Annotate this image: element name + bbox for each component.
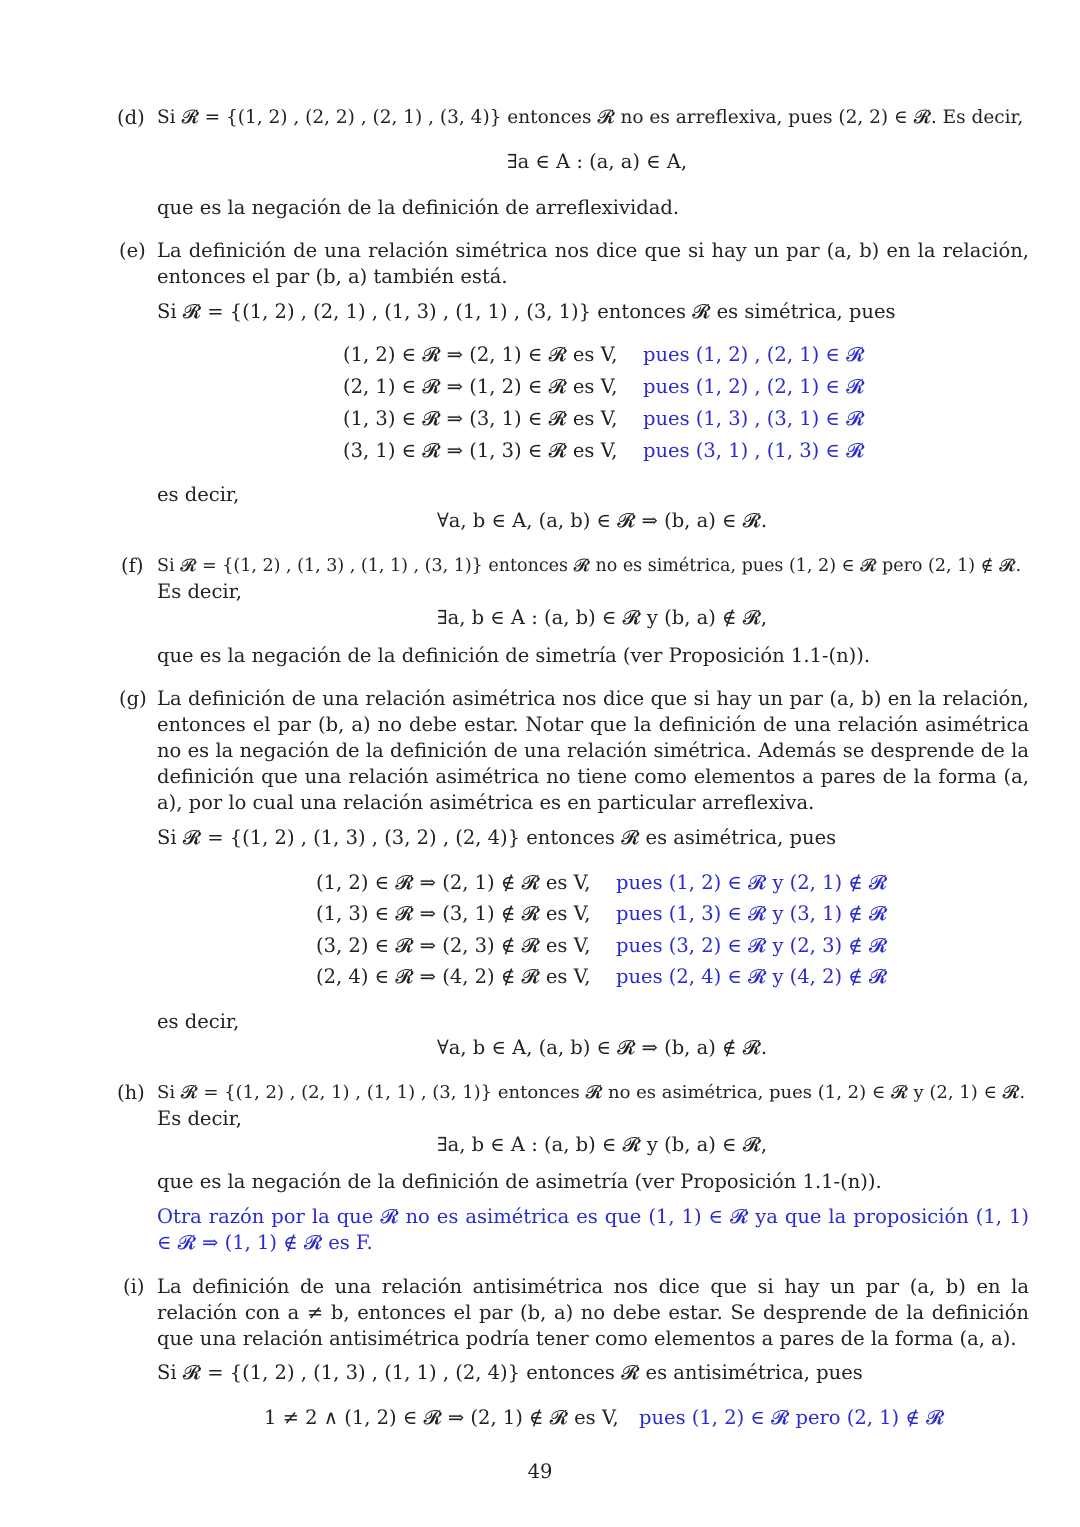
item-g-row-left: (1, 2) ∈ 𝓡 ⇒ (2, 1) ∉ 𝓡 es V,: [316, 871, 591, 894]
item-h-line2: Es decir,: [157, 1107, 242, 1130]
item-h-after: que es la negación de la definición de asimetría (ver Proposición 1.1-(n)).: [157, 1170, 882, 1193]
item-i-intro: La definición de una relación antisimétrica nos dice que si hay un par (a, b) en la relación con a ≠ b, entonces el par (b, a) no debe estar. Se desprende de la definición que una relación antisimétrica podría tener como elementos a pares de la forma (a, a).: [157, 1275, 1029, 1350]
item-d-after: que es la negación de la definición de arreflexividad.: [157, 196, 680, 219]
item-e-row-left: (3, 1) ∈ 𝓡 ⇒ (1, 3) ∈ 𝓡 es V,: [343, 439, 618, 462]
item-g-example: Si 𝓡 = {(1, 2) , (1, 3) , (3, 2) , (2, 4)} entonces 𝓡 es asimétrica, pues: [157, 826, 837, 849]
item-f-line1: Si 𝓡 = {(1, 2) , (1, 3) , (1, 1) , (3, 1)} entonces 𝓡 no es simétrica, pues (1, 2) ∈ 𝓡 pero (2, 1) ∉ 𝓡.: [157, 556, 1022, 576]
item-f-formula: ∃a, b ∈ A : (a, b) ∈ 𝓡 y (b, a) ∉ 𝓡,: [437, 606, 768, 629]
item-g-row-right: pues (3, 2) ∈ 𝓡 y (2, 3) ∉ 𝓡: [616, 934, 888, 957]
item-e-row-left: (1, 3) ∈ 𝓡 ⇒ (3, 1) ∈ 𝓡 es V,: [343, 407, 618, 430]
item-e-row-left: (2, 1) ∈ 𝓡 ⇒ (1, 2) ∈ 𝓡 es V,: [343, 375, 618, 398]
item-i-row-right: pues (1, 2) ∈ 𝓡 pero (2, 1) ∉ 𝓡: [639, 1406, 945, 1429]
item-e-row-right: pues (1, 2) , (2, 1) ∈ 𝓡: [643, 343, 865, 366]
item-g-row-right: pues (1, 2) ∈ 𝓡 y (2, 1) ∉ 𝓡: [616, 871, 888, 894]
item-label-h: (h): [117, 1081, 145, 1104]
item-label-i: (i): [123, 1275, 145, 1298]
item-label-f: (f): [121, 554, 144, 577]
item-f-line2: Es decir,: [157, 580, 242, 603]
item-e-row-right: pues (1, 3) , (3, 1) ∈ 𝓡: [643, 407, 865, 430]
item-h-note: Otra razón por la que 𝓡 no es asimétrica es que (1, 1) ∈ 𝓡 ya que la proposición (1, 1) ∈ 𝓡 ⇒ (1, 1) ∉ 𝓡 es F.: [157, 1205, 1029, 1254]
item-g-row-left: (2, 4) ∈ 𝓡 ⇒ (4, 2) ∉ 𝓡 es V,: [316, 965, 591, 988]
item-g-es-decir: es decir,: [157, 1010, 240, 1033]
item-g-row-left: (3, 2) ∈ 𝓡 ⇒ (2, 3) ∉ 𝓡 es V,: [316, 934, 591, 957]
item-g-row-right: pues (1, 3) ∈ 𝓡 y (3, 1) ∉ 𝓡: [616, 902, 888, 925]
item-e-formula: ∀a, b ∈ A, (a, b) ∈ 𝓡 ⇒ (b, a) ∈ 𝓡.: [437, 509, 768, 532]
item-e-row-right: pues (1, 2) , (2, 1) ∈ 𝓡: [643, 375, 865, 398]
item-h-line1: Si 𝓡 = {(1, 2) , (2, 1) , (1, 1) , (3, 1)} entonces 𝓡 no es asimétrica, pues (1, 2) ∈ 𝓡 y (2, 1) ∈ 𝓡.: [157, 1082, 1026, 1103]
item-d-formula: ∃a ∈ A : (a, a) ∈ A,: [507, 150, 688, 173]
item-f-after: que es la negación de la definición de simetría (ver Proposición 1.1-(n)).: [157, 644, 871, 667]
item-g-formula: ∀a, b ∈ A, (a, b) ∈ 𝓡 ⇒ (b, a) ∉ 𝓡.: [437, 1036, 768, 1059]
item-h-formula: ∃a, b ∈ A : (a, b) ∈ 𝓡 y (b, a) ∈ 𝓡,: [437, 1133, 768, 1156]
item-e-row-right: pues (3, 1) , (1, 3) ∈ 𝓡: [643, 439, 865, 462]
item-g-row-left: (1, 3) ∈ 𝓡 ⇒ (3, 1) ∉ 𝓡 es V,: [316, 902, 591, 925]
item-e-row-left: (1, 2) ∈ 𝓡 ⇒ (2, 1) ∈ 𝓡 es V,: [343, 343, 618, 366]
item-label-g: (g): [119, 687, 147, 710]
item-e-intro: La definición de una relación simétrica nos dice que si hay un par (a, b) en la relación, entonces el par (b, a) también está.: [157, 239, 1029, 288]
item-e-es-decir: es decir,: [157, 483, 240, 506]
item-label-d: (d): [117, 106, 145, 129]
item-i-example: Si 𝓡 = {(1, 2) , (1, 3) , (1, 1) , (2, 4)} entonces 𝓡 es antisimétrica, pues: [157, 1361, 863, 1384]
item-label-e: (e): [119, 239, 146, 262]
item-i-row-left: 1 ≠ 2 ∧ (1, 2) ∈ 𝓡 ⇒ (2, 1) ∉ 𝓡 es V,: [264, 1406, 619, 1429]
item-g-row-right: pues (2, 4) ∈ 𝓡 y (4, 2) ∉ 𝓡: [616, 965, 888, 988]
item-d-line1: Si 𝓡 = {(1, 2) , (2, 2) , (2, 1) , (3, 4)} entonces 𝓡 no es arreflexiva, pues (2, 2) ∈ 𝓡. Es decir,: [157, 107, 1024, 128]
item-g-intro: La definición de una relación asimétrica nos dice que si hay un par (a, b) en la relación, entonces el par (b, a) no debe estar. Notar que la definición de una relación asimétrica no es la negación de la definición de una relación simétrica. Además se desprende de la definición que una relación asimétrica no tiene como elementos a pares de la forma (a, a), por lo cual una relación asimétrica es en particular arreflexiva.: [157, 687, 1029, 814]
item-e-example: Si 𝓡 = {(1, 2) , (2, 1) , (1, 3) , (1, 1) , (3, 1)} entonces 𝓡 es simétrica, pues: [157, 300, 896, 323]
page-number: 49: [527, 1460, 553, 1483]
